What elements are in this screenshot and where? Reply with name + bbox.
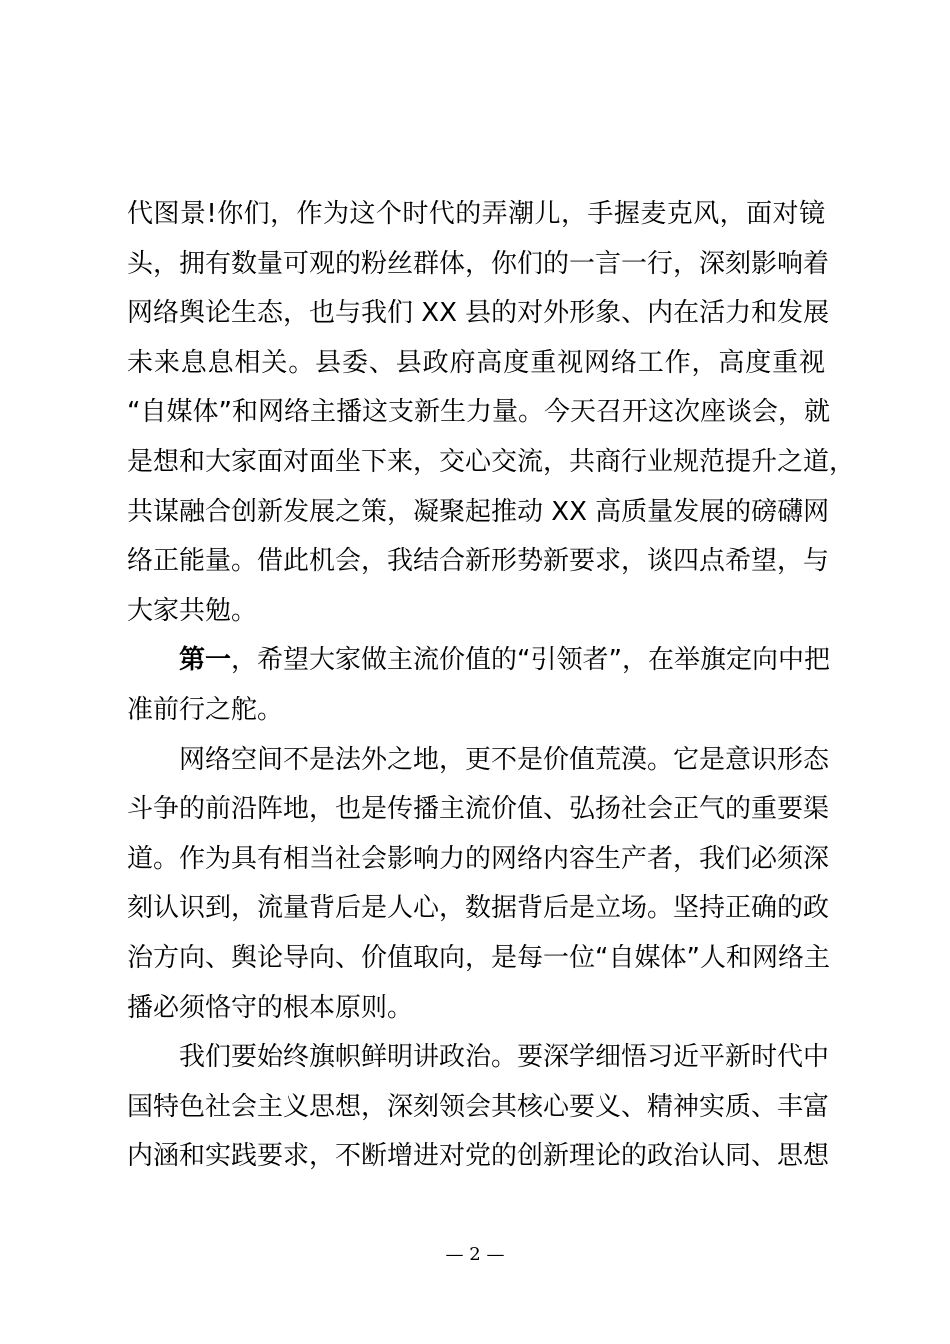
text-line: 网络舆论生态，也与我们 XX 县的对外形象、内在活力和发展 <box>127 298 830 329</box>
text-line: 头，拥有数量可观的粉丝群体，你们的一言一行，深刻影响着 <box>127 248 830 279</box>
text-line: 网络空间不是法外之地，更不是价值荒漠。它是意识形态 <box>179 744 830 775</box>
section-heading-text: ，希望大家做主流价值的“引领者”，在举旗定向中把 <box>231 645 830 676</box>
text-line: 播必须恪守的根本原则。 <box>127 992 414 1023</box>
text-line: 共谋融合创新发展之策，凝聚起推动 XX 高质量发展的磅礴网 <box>127 496 830 527</box>
text-line: 我们要始终旗帜鲜明讲政治。要深学细悟习近平新时代中 <box>179 1042 830 1073</box>
text-line: 络正能量。借此机会，我结合新形势新要求，谈四点希望，与 <box>127 546 830 577</box>
text-line: 是想和大家面对面坐下来，交心交流，共商行业规范提升之道， <box>127 446 856 477</box>
page-number: — 2 — <box>445 1244 505 1265</box>
text-line: 刻认识到，流量背后是人心，数据背后是立场。坚持正确的政 <box>127 893 830 924</box>
section-heading-line <box>127 636 830 686</box>
text-line: 治方向、舆论导向、价值取向，是每一位“自媒体”人和网络主 <box>127 942 830 973</box>
document-body <box>127 190 856 1182</box>
text-line: “自媒体”和网络主播这支新生力量。今天召开这次座谈会，就 <box>127 397 830 428</box>
text-line: 内涵和实践要求，不断增进对党的创新理论的政治认同、思想 <box>127 1141 830 1172</box>
text-line: 斗争的前沿阵地，也是传播主流价值、弘扬社会正气的重要渠 <box>127 794 830 825</box>
section-lead: 第一 <box>179 645 232 676</box>
text-line: 未来息息相关。县委、县政府高度重视网络工作，高度重视 <box>127 347 825 378</box>
text-line: 大家共勉。 <box>127 595 258 626</box>
text-line: 国特色社会主义思想，深刻领会其核心要义、精神实质、丰富 <box>127 1091 830 1122</box>
text-line: 准前行之舵。 <box>127 694 284 725</box>
text-line: 代图景!你们，作为这个时代的弄潮儿，手握麦克风，面对镜 <box>127 199 825 229</box>
text-line: 道。作为具有相当社会影响力的网络内容生产者，我们必须深 <box>127 843 830 874</box>
